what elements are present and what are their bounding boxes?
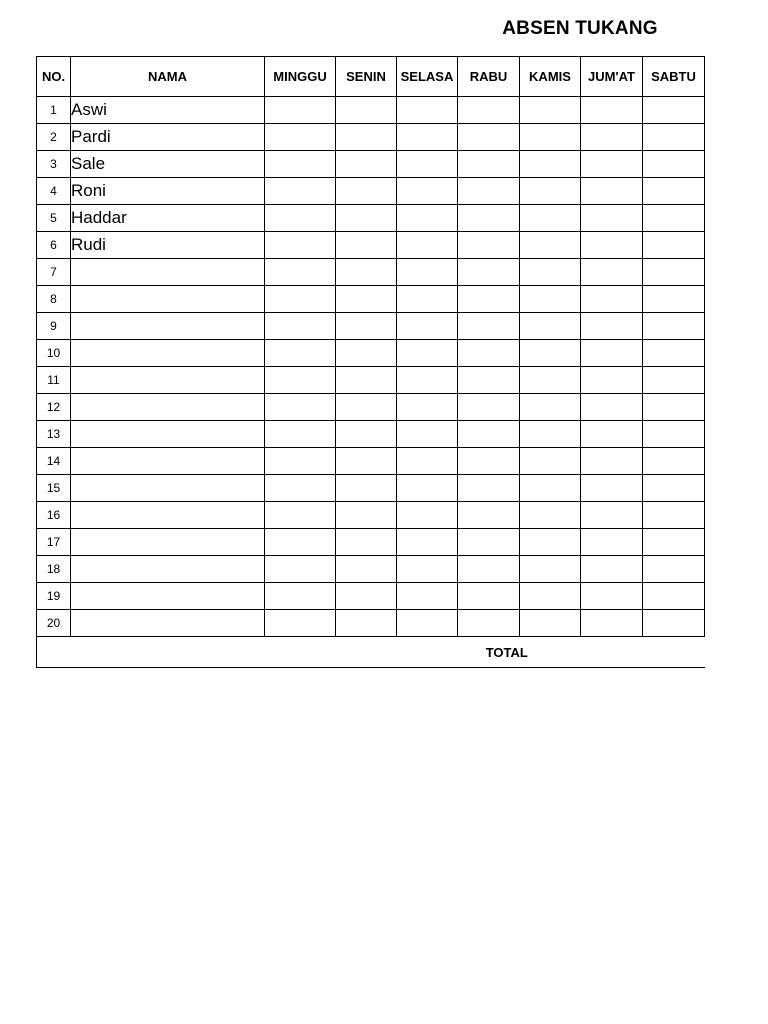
- attendance-cell-jumat[interactable]: [581, 340, 643, 367]
- row-number: 1: [37, 97, 71, 124]
- attendance-cell-kamis[interactable]: [520, 583, 581, 610]
- attendance-cell-minggu[interactable]: [265, 529, 336, 556]
- attendance-cell-senin[interactable]: [336, 583, 397, 610]
- table-row: [37, 340, 705, 367]
- attendance-cell-rabu[interactable]: [458, 178, 520, 205]
- attendance-cell-selasa[interactable]: [397, 448, 458, 475]
- row-number: 12: [37, 394, 71, 421]
- attendance-cell-rabu[interactable]: [458, 286, 520, 313]
- attendance-cell-senin[interactable]: [336, 556, 397, 583]
- row-name-cell[interactable]: [71, 610, 265, 637]
- attendance-cell-minggu[interactable]: [265, 313, 336, 340]
- attendance-cell-kamis[interactable]: [520, 205, 581, 232]
- row-number: 19: [37, 583, 71, 610]
- attendance-cell-rabu[interactable]: [458, 394, 520, 421]
- row-number: 14: [37, 448, 71, 475]
- attendance-cell-sabtu[interactable]: [643, 583, 705, 610]
- attendance-cell-senin[interactable]: [336, 286, 397, 313]
- attendance-cell-rabu[interactable]: [458, 232, 520, 259]
- attendance-cell-selasa[interactable]: [397, 205, 458, 232]
- row-number: 13: [37, 421, 71, 448]
- attendance-cell-senin[interactable]: [336, 529, 397, 556]
- table-row: [37, 475, 705, 502]
- attendance-cell-kamis[interactable]: [520, 610, 581, 637]
- attendance-cell-minggu[interactable]: [265, 286, 336, 313]
- row-name-cell[interactable]: Sale: [71, 151, 265, 178]
- header-row: [37, 57, 705, 97]
- row-name-cell[interactable]: Aswi: [71, 97, 265, 124]
- attendance-cell-senin[interactable]: [336, 340, 397, 367]
- attendance-cell-selasa[interactable]: [397, 610, 458, 637]
- total-cell: [37, 637, 705, 668]
- attendance-cell-sabtu[interactable]: [643, 394, 705, 421]
- attendance-cell-kamis[interactable]: [520, 529, 581, 556]
- table-row: [37, 286, 705, 313]
- attendance-cell-selasa[interactable]: [397, 178, 458, 205]
- table-row: [37, 178, 705, 205]
- attendance-cell-selasa[interactable]: [397, 421, 458, 448]
- attendance-cell-sabtu[interactable]: [643, 178, 705, 205]
- attendance-cell-senin[interactable]: [336, 367, 397, 394]
- attendance-cell-senin[interactable]: [336, 421, 397, 448]
- attendance-cell-rabu[interactable]: [458, 151, 520, 178]
- attendance-cell-jumat[interactable]: [581, 151, 643, 178]
- attendance-cell-kamis[interactable]: [520, 232, 581, 259]
- row-name-cell[interactable]: [71, 583, 265, 610]
- attendance-cell-kamis[interactable]: [520, 97, 581, 124]
- table-row: [37, 583, 705, 610]
- attendance-cell-sabtu[interactable]: [643, 205, 705, 232]
- attendance-cell-kamis[interactable]: [520, 286, 581, 313]
- attendance-cell-kamis[interactable]: [520, 259, 581, 286]
- attendance-cell-minggu[interactable]: [265, 610, 336, 637]
- row-name-cell[interactable]: [71, 475, 265, 502]
- attendance-cell-senin[interactable]: [336, 610, 397, 637]
- row-name-cell[interactable]: [71, 394, 265, 421]
- attendance-cell-selasa[interactable]: [397, 286, 458, 313]
- document-title: ABSEN TUKANG: [502, 18, 658, 39]
- row-name-cell[interactable]: Rudi: [71, 232, 265, 259]
- row-number: 20: [37, 610, 71, 637]
- row-name-cell[interactable]: [71, 367, 265, 394]
- header-rabu: RABU: [458, 57, 520, 97]
- header-no: NO.: [37, 57, 71, 97]
- row-name-cell[interactable]: [71, 529, 265, 556]
- row-number: 18: [37, 556, 71, 583]
- table-row: [37, 421, 705, 448]
- attendance-cell-selasa[interactable]: [397, 394, 458, 421]
- attendance-cell-jumat[interactable]: [581, 583, 643, 610]
- attendance-cell-sabtu[interactable]: [643, 475, 705, 502]
- attendance-cell-selasa[interactable]: [397, 97, 458, 124]
- table-row: [37, 367, 705, 394]
- row-number: 7: [37, 259, 71, 286]
- row-number: 5: [37, 205, 71, 232]
- attendance-cell-kamis[interactable]: [520, 367, 581, 394]
- row-name-cell[interactable]: [71, 448, 265, 475]
- attendance-cell-minggu[interactable]: [265, 232, 336, 259]
- attendance-cell-sabtu[interactable]: [643, 448, 705, 475]
- attendance-cell-minggu[interactable]: [265, 124, 336, 151]
- attendance-cell-kamis[interactable]: [520, 313, 581, 340]
- row-number: 9: [37, 313, 71, 340]
- attendance-cell-rabu[interactable]: [458, 529, 520, 556]
- attendance-cell-rabu[interactable]: [458, 502, 520, 529]
- attendance-cell-selasa[interactable]: [397, 475, 458, 502]
- header-senin: SENIN: [336, 57, 397, 97]
- table-row: [37, 205, 705, 232]
- attendance-cell-minggu[interactable]: [265, 97, 336, 124]
- attendance-cell-rabu[interactable]: [458, 313, 520, 340]
- header-nama: NAMA: [71, 57, 265, 97]
- attendance-cell-rabu[interactable]: [458, 475, 520, 502]
- attendance-cell-jumat[interactable]: [581, 367, 643, 394]
- attendance-cell-selasa[interactable]: [397, 529, 458, 556]
- attendance-cell-jumat[interactable]: [581, 394, 643, 421]
- table-row: [37, 151, 705, 178]
- attendance-cell-senin[interactable]: [336, 232, 397, 259]
- attendance-cell-jumat[interactable]: [581, 205, 643, 232]
- attendance-cell-selasa[interactable]: [397, 556, 458, 583]
- attendance-cell-sabtu[interactable]: [643, 367, 705, 394]
- attendance-cell-jumat[interactable]: [581, 556, 643, 583]
- row-name-cell[interactable]: Pardi: [71, 124, 265, 151]
- row-number: 6: [37, 232, 71, 259]
- attendance-cell-kamis[interactable]: [520, 340, 581, 367]
- table-row: [37, 529, 705, 556]
- row-number: 16: [37, 502, 71, 529]
- attendance-cell-sabtu[interactable]: [643, 340, 705, 367]
- attendance-cell-minggu[interactable]: [265, 583, 336, 610]
- attendance-cell-jumat[interactable]: [581, 286, 643, 313]
- attendance-cell-selasa[interactable]: [397, 313, 458, 340]
- attendance-cell-minggu[interactable]: [265, 178, 336, 205]
- attendance-cell-jumat[interactable]: [581, 124, 643, 151]
- attendance-cell-kamis[interactable]: [520, 178, 581, 205]
- header-selasa: SELASA: [397, 57, 458, 97]
- attendance-cell-senin[interactable]: [336, 259, 397, 286]
- row-name-cell[interactable]: [71, 286, 265, 313]
- attendance-cell-rabu[interactable]: [458, 610, 520, 637]
- table-row: [37, 124, 705, 151]
- attendance-cell-senin[interactable]: [336, 313, 397, 340]
- attendance-cell-rabu[interactable]: [458, 97, 520, 124]
- total-row: [37, 637, 705, 668]
- table-row: [37, 502, 705, 529]
- attendance-cell-senin[interactable]: [336, 151, 397, 178]
- row-number: 4: [37, 178, 71, 205]
- attendance-cell-selasa[interactable]: [397, 151, 458, 178]
- attendance-cell-jumat[interactable]: [581, 529, 643, 556]
- attendance-cell-minggu[interactable]: [265, 502, 336, 529]
- attendance-cell-rabu[interactable]: [458, 421, 520, 448]
- table-row: [37, 448, 705, 475]
- attendance-cell-selasa[interactable]: [397, 232, 458, 259]
- attendance-cell-sabtu[interactable]: [643, 97, 705, 124]
- attendance-cell-rabu[interactable]: [458, 205, 520, 232]
- row-number: 8: [37, 286, 71, 313]
- attendance-cell-minggu[interactable]: [265, 421, 336, 448]
- attendance-cell-sabtu[interactable]: [643, 421, 705, 448]
- attendance-cell-jumat[interactable]: [581, 475, 643, 502]
- attendance-cell-senin[interactable]: [336, 394, 397, 421]
- attendance-cell-senin[interactable]: [336, 475, 397, 502]
- attendance-cell-minggu[interactable]: [265, 340, 336, 367]
- attendance-cell-kamis[interactable]: [520, 394, 581, 421]
- attendance-cell-sabtu[interactable]: [643, 556, 705, 583]
- attendance-cell-rabu[interactable]: [458, 340, 520, 367]
- attendance-cell-sabtu[interactable]: [643, 502, 705, 529]
- attendance-cell-senin[interactable]: [336, 448, 397, 475]
- table-row: [37, 232, 705, 259]
- attendance-cell-senin[interactable]: [336, 124, 397, 151]
- table-row: [37, 313, 705, 340]
- total-label: TOTAL: [485, 644, 528, 660]
- attendance-cell-kamis[interactable]: [520, 124, 581, 151]
- attendance-cell-selasa[interactable]: [397, 340, 458, 367]
- attendance-cell-rabu[interactable]: [458, 583, 520, 610]
- attendance-cell-minggu[interactable]: [265, 475, 336, 502]
- header-sabtu: SABTU: [643, 57, 705, 97]
- row-number: 3: [37, 151, 71, 178]
- attendance-cell-jumat[interactable]: [581, 97, 643, 124]
- attendance-cell-sabtu[interactable]: [643, 286, 705, 313]
- attendance-cell-kamis[interactable]: [520, 448, 581, 475]
- row-name-cell[interactable]: Haddar: [71, 205, 265, 232]
- row-name-cell[interactable]: [71, 340, 265, 367]
- table-row: [37, 394, 705, 421]
- table-row: [37, 259, 705, 286]
- row-number: 17: [37, 529, 71, 556]
- attendance-cell-senin[interactable]: [336, 178, 397, 205]
- attendance-cell-minggu[interactable]: [265, 205, 336, 232]
- attendance-cell-senin[interactable]: [336, 502, 397, 529]
- header-jumat: JUM'AT: [581, 57, 643, 97]
- attendance-cell-sabtu[interactable]: [643, 259, 705, 286]
- attendance-cell-minggu[interactable]: [265, 556, 336, 583]
- attendance-cell-kamis[interactable]: [520, 475, 581, 502]
- attendance-cell-kamis[interactable]: [520, 556, 581, 583]
- attendance-cell-jumat[interactable]: [581, 421, 643, 448]
- attendance-cell-senin[interactable]: [336, 205, 397, 232]
- attendance-cell-sabtu[interactable]: [643, 232, 705, 259]
- row-name-cell[interactable]: Roni: [71, 178, 265, 205]
- row-number: 11: [37, 367, 71, 394]
- header-kamis: KAMIS: [520, 57, 581, 97]
- attendance-cell-jumat[interactable]: [581, 313, 643, 340]
- attendance-cell-minggu[interactable]: [265, 448, 336, 475]
- row-name-cell[interactable]: [71, 421, 265, 448]
- attendance-cell-rabu[interactable]: [458, 124, 520, 151]
- attendance-cell-sabtu[interactable]: [643, 610, 705, 637]
- table-row: [37, 556, 705, 583]
- attendance-cell-minggu[interactable]: [265, 367, 336, 394]
- row-name-cell[interactable]: [71, 556, 265, 583]
- table-row: [37, 97, 705, 124]
- attendance-cell-kamis[interactable]: [520, 151, 581, 178]
- attendance-cell-minggu[interactable]: [265, 151, 336, 178]
- attendance-cell-selasa[interactable]: [397, 259, 458, 286]
- table-row: [37, 610, 705, 637]
- attendance-cell-selasa[interactable]: [397, 367, 458, 394]
- attendance-cell-jumat[interactable]: [581, 232, 643, 259]
- attendance-cell-minggu[interactable]: [265, 394, 336, 421]
- row-name-cell[interactable]: [71, 259, 265, 286]
- attendance-cell-jumat[interactable]: [581, 610, 643, 637]
- attendance-cell-senin[interactable]: [336, 97, 397, 124]
- attendance-cell-rabu[interactable]: [458, 259, 520, 286]
- attendance-cell-sabtu[interactable]: [643, 313, 705, 340]
- attendance-cell-rabu[interactable]: [458, 448, 520, 475]
- attendance-cell-jumat[interactable]: [581, 448, 643, 475]
- attendance-cell-kamis[interactable]: [520, 502, 581, 529]
- row-number: 10: [37, 340, 71, 367]
- attendance-cell-rabu[interactable]: [458, 367, 520, 394]
- attendance-cell-selasa[interactable]: [397, 583, 458, 610]
- attendance-cell-jumat[interactable]: [581, 502, 643, 529]
- attendance-cell-jumat[interactable]: [581, 178, 643, 205]
- attendance-cell-jumat[interactable]: [581, 259, 643, 286]
- attendance-cell-sabtu[interactable]: [643, 151, 705, 178]
- attendance-table: [36, 56, 705, 668]
- attendance-cell-sabtu[interactable]: [643, 124, 705, 151]
- attendance-cell-rabu[interactable]: [458, 556, 520, 583]
- attendance-cell-sabtu[interactable]: [643, 529, 705, 556]
- attendance-cell-selasa[interactable]: [397, 124, 458, 151]
- row-number: 15: [37, 475, 71, 502]
- header-minggu: MINGGU: [265, 57, 336, 97]
- attendance-cell-minggu[interactable]: [265, 259, 336, 286]
- attendance-cell-kamis[interactable]: [520, 421, 581, 448]
- row-name-cell[interactable]: [71, 502, 265, 529]
- row-number: 2: [37, 124, 71, 151]
- row-name-cell[interactable]: [71, 313, 265, 340]
- attendance-cell-selasa[interactable]: [397, 502, 458, 529]
